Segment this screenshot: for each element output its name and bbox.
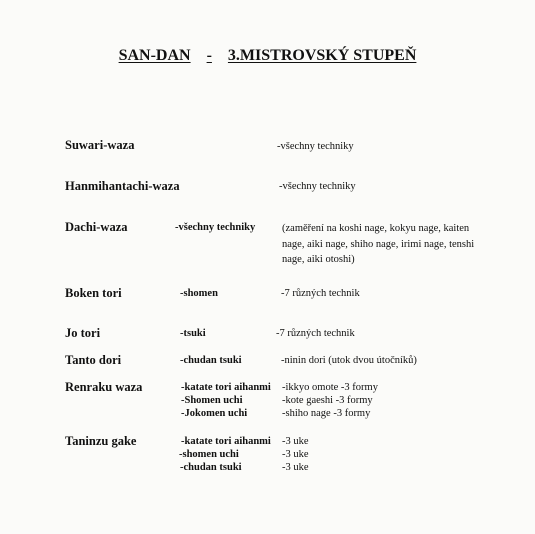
row-label-jo: Jo tori bbox=[65, 326, 101, 340]
title-right: 3.MISTROVSKÝ STUPEŇ bbox=[227, 47, 417, 64]
renraku-sub-1: -katate tori aihanmi bbox=[181, 382, 271, 393]
renraku-sub-2: -Shomen uchi bbox=[181, 395, 243, 406]
row-desc-tanto: -ninin dori (utok dvou útočníků) bbox=[281, 355, 417, 366]
taninzu-desc-1: -3 uke bbox=[282, 436, 309, 447]
row-desc-hanmi: -všechny techniky bbox=[279, 181, 356, 192]
row-label-boken: Boken tori bbox=[65, 286, 122, 300]
renraku-sub-3: -Jokomen uchi bbox=[181, 408, 248, 419]
row-desc-boken: -7 různých technik bbox=[281, 288, 360, 299]
row-sub-boken: -shomen bbox=[180, 288, 218, 299]
row-sub-jo: -tsuki bbox=[180, 328, 206, 339]
row-desc-jo: -7 různých technik bbox=[276, 328, 355, 339]
renraku-desc-3: -shiho nage -3 formy bbox=[282, 408, 371, 419]
row-desc-suwari: -všechny techniky bbox=[277, 141, 354, 152]
taninzu-sub-2: -shomen uchi bbox=[179, 449, 239, 460]
title-dash: - bbox=[206, 47, 212, 64]
row-sub-tanto: -chudan tsuki bbox=[180, 355, 242, 366]
row-label-dachi: Dachi-waza bbox=[65, 220, 128, 234]
row-label-renraku: Renraku waza bbox=[65, 380, 143, 394]
renraku-desc-2: -kote gaeshi -3 formy bbox=[282, 395, 373, 406]
taninzu-sub-1: -katate tori aihanmi bbox=[181, 436, 271, 447]
row-label-hanmi: Hanmihantachi-waza bbox=[65, 179, 180, 193]
title-left: SAN-DAN bbox=[118, 47, 191, 64]
row-label-suwari: Suwari-waza bbox=[65, 138, 135, 152]
taninzu-desc-3: -3 uke bbox=[282, 462, 309, 473]
row-sub-dachi: -všechny techniky bbox=[175, 222, 256, 233]
row-label-taninzu: Taninzu gake bbox=[65, 434, 137, 448]
page-title bbox=[0, 47, 535, 65]
renraku-desc-1: -ikkyo omote -3 formy bbox=[282, 382, 378, 393]
row-label-tanto: Tanto dori bbox=[65, 353, 122, 367]
taninzu-sub-3: -chudan tsuki bbox=[180, 462, 242, 473]
row-desc-dachi: (zaměření na koshi nage, kokyu nage, kaiten nage, aiki nage, shiho nage, irimi nage, tenshi nage, aiki otoshi) bbox=[282, 223, 475, 265]
taninzu-desc-2: -3 uke bbox=[282, 449, 309, 460]
